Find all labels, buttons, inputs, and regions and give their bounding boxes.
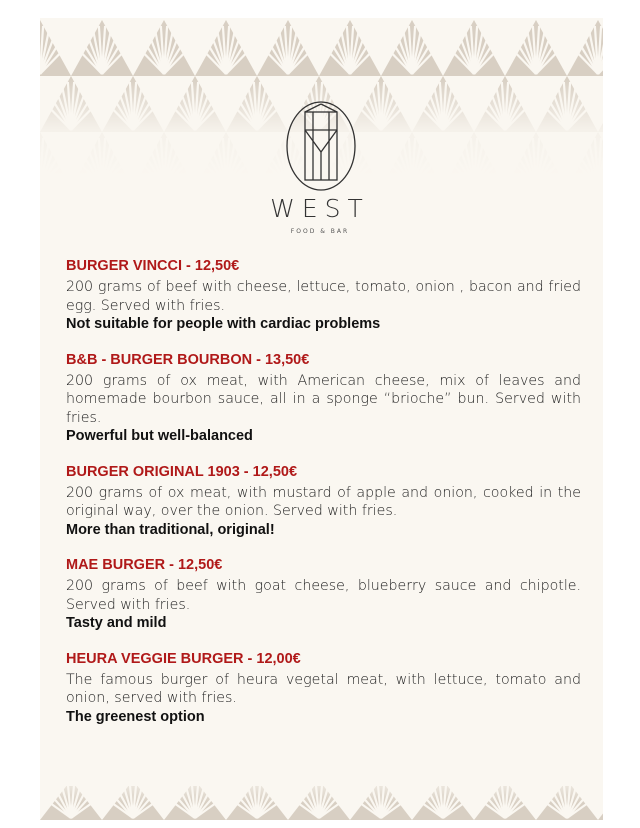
menu-item-tagline: Not suitable for people with cardiac problems	[66, 316, 381, 332]
brand-subtitle: FOOD & BAR	[290, 228, 350, 235]
menu-item-title: B&B - BURGER BOURBON - 13,50€	[66, 351, 310, 368]
fan-motif	[319, 20, 381, 76]
fan-motif	[567, 20, 603, 76]
fan-motif	[133, 20, 195, 76]
menu-item-description: 200 grams of beef with goat cheese, blueberry sauce and chipotle. Served with fries.	[66, 578, 581, 613]
menu-item-title: BURGER VINCCI - 12,50€	[66, 258, 240, 274]
menu-item	[66, 350, 581, 446]
brand-name: WEST	[270, 194, 370, 223]
menu-item-title: HEURA VEGGIE BURGER - 12,00€	[66, 650, 301, 667]
menu-item-description: 200 grams of beef with cheese, lettuce, tomato, onion , bacon and fried egg. Served with fries.	[66, 279, 581, 314]
fan-motif	[71, 20, 133, 76]
menu-item-tagline: More than traditional, original!	[66, 521, 275, 538]
menu-item	[66, 256, 581, 334]
fan-motif	[381, 20, 443, 76]
menu-item-tagline: The greenest option	[66, 708, 205, 725]
burger-menu-list	[66, 256, 581, 742]
pattern-fade-bottom	[40, 773, 603, 803]
fan-motif	[443, 20, 505, 76]
fan-motif	[257, 20, 319, 76]
fan-motif	[195, 20, 257, 76]
menu-item	[66, 555, 581, 633]
menu-item-description: The famous burger of heura vegetal meat, with lettuce, tomato and onion, served with fries.	[66, 671, 581, 706]
menu-item-description: 200 grams of ox meat, with American cheese, mix of leaves and homemade bourbon sauce, all in a sponge “brioche” bun. Served with fries.	[66, 372, 581, 426]
menu-item-tagline: Powerful but well-balanced	[66, 428, 253, 444]
menu-item	[66, 462, 581, 540]
menu-page	[40, 18, 603, 820]
menu-item	[66, 649, 581, 727]
menu-item-title: MAE BURGER - 12,50€	[66, 557, 223, 573]
fan-motif	[505, 20, 567, 76]
logo-emblem-icon	[285, 100, 357, 192]
menu-item-tagline: Tasty and mild	[66, 615, 167, 631]
menu-item-title: BURGER ORIGINAL 1903 - 12,50€	[66, 463, 298, 480]
menu-item-description: 200 grams of ox meat, with mustard of apple and onion, cooked in the original way, over the onion. Served with fries.	[66, 484, 581, 519]
fan-motif	[40, 20, 71, 76]
